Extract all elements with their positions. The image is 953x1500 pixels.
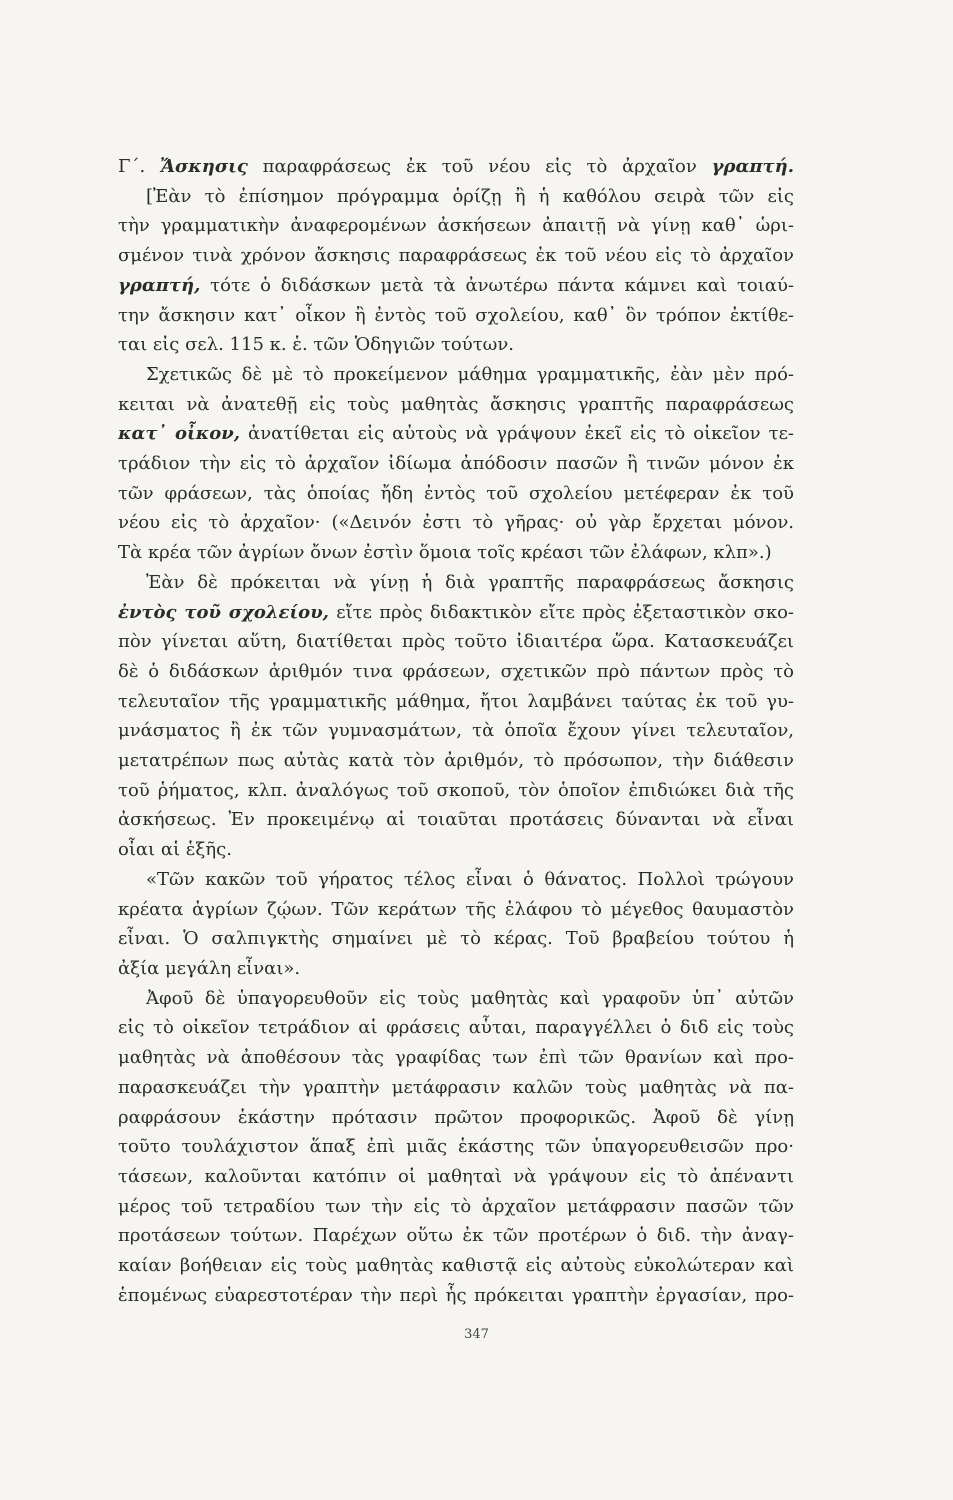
text-line: τῶν φράσεων, τὰς ὁποίας ἤδη ἐντὸς τοῦ σχολείου μετέφεραν ἐκ τοῦ: [118, 482, 794, 504]
text-line: τοῦ ῥήματος, κλπ. ἀναλόγως τοῦ σκοποῦ, τὸν ὁποῖον ἐπιδιώκει διὰ τῆς: [118, 779, 794, 801]
text-line: ἑπομένως εὐαρεστοτέραν τὴν περὶ ἧς πρόκειται γραπτὴν ἐργασίαν, προ-: [118, 1284, 794, 1306]
text-line: μέρος τοῦ τετραδίου των τὴν εἰς τὸ ἀρχαῖον μετάφρασιν πασῶν τῶν: [118, 1195, 794, 1217]
text-line: οἷαι αἱ ἑξῆς.: [118, 839, 232, 861]
line-text: εἴτε πρὸς διδακτικὸν εἴτε πρὸς ἐξεταστικὸν σκο-: [328, 601, 794, 623]
text-line: Ἐὰν δὲ πρόκειται νὰ γίνῃ ἡ διὰ γραπτῆς παραφράσεως ἄσκησις: [146, 571, 794, 593]
text-line: τελευταῖον τῆς γραμματικῆς μάθημα, ἤτοι λαμβάνει ταύτας ἐκ τοῦ γυ-: [118, 690, 794, 712]
text-line: ἀσκήσεως. Ἐν προκειμένῳ αἱ τοιαῦται προτάσεις δύνανται νὰ εἶναι: [118, 809, 794, 831]
text-line: Τὰ κρέα τῶν ἀγρίων ὄνων ἐστὶν ὅμοια τοῖς κρέασι τῶν ἐλάφων, κλπ».): [118, 542, 772, 564]
text-line: παρασκευάζει τὴν γραπτὴν μετάφρασιν καλῶν τοὺς μαθητὰς νὰ πα-: [118, 1076, 794, 1098]
text-line: Σχετικῶς δὲ μὲ τὸ προκείμενον μάθημα γραμματικῆς, ἐὰν μὲν πρό-: [146, 363, 794, 385]
text-line: εἶναι. Ὁ σαλπιγκτὴς σημαίνει μὲ τὸ κέρας. Τοῦ βραβείου τούτου ἡ: [118, 928, 794, 950]
text-line: Ἀφοῦ δὲ ὑπαγορευθοῦν εἰς τοὺς μαθητὰς καὶ γραφοῦν ὑπ᾽ αὐτῶν: [146, 987, 794, 1009]
text-line: μνάσματος ἢ ἐκ τῶν γυμνασμάτων, τὰ ὁποῖα ἔχουν γίνει τελευταῖον,: [118, 720, 794, 742]
text-line: μαθητὰς νὰ ἀποθέσουν τὰς γραφίδας των ἐπὶ τῶν θρανίων καὶ προ-: [118, 1047, 794, 1069]
text-line: ται εἰς σελ. 115 κ. ἑ. τῶν Ὁδηγιῶν τούτων.: [118, 334, 514, 356]
text-line: σμένον τινὰ χρόνον ἄσκησις παραφράσεως ἐκ τοῦ νέου εἰς τὸ ἀρχαῖον: [118, 245, 794, 267]
text-line: τὴν γραμματικὴν ἀναφερομένων ἀσκήσεων ἀπαιτῇ νὰ γίνῃ καθ᾽ ὡρι-: [118, 215, 794, 237]
text-line: προτάσεων τούτων. Παρέχων οὕτω ἐκ τῶν προτέρων ὁ διδ. τὴν ἀναγ-: [118, 1225, 794, 1247]
text-line: [118, 598, 794, 628]
text-line: καίαν βοήθειαν εἰς τοὺς μαθητὰς καθιστᾷ εἰς αὐτοὺς εὐκολώτεραν καὶ: [118, 1255, 794, 1277]
section-title-emphasis: Ἄσκησις: [160, 156, 248, 177]
text-line: μετατρέπων πως αὐτὰς κατὰ τὸν ἀριθμόν, τὸ πρόσωπον, τὴν διάθεσιν: [118, 750, 794, 772]
text-line: ἀξία μεγάλη εἶναι».: [118, 957, 301, 979]
text-line: [118, 271, 794, 301]
text-line: τάσεων, καλοῦνται κατόπιν οἱ μαθηταὶ νὰ γράψουν εἰς τὸ ἀπέναντι: [118, 1165, 794, 1187]
section-title-text: παραφράσεως ἐκ τοῦ νέου εἰς τὸ ἀρχαῖον: [247, 156, 712, 177]
text-line: εἰς τὸ οἰκεῖον τετράδιον αἱ φράσεις αὗται, παραγγέλλει ὁ διδ εἰς τοὺς: [118, 1017, 794, 1039]
body-text: [118, 152, 794, 1310]
line-text: ἀνατίθεται εἰς αὐτοὺς νὰ γράψουν ἐκεῖ εἰς τὸ οἰκεῖον τε-: [240, 423, 794, 445]
text-line: [Ἐὰν τὸ ἐπίσημον πρόγραμμα ὁρίζῃ ἢ ἡ καθόλου σειρὰ τῶν εἰς: [146, 185, 794, 207]
text-line: την ἄσκησιν κατ᾽ οἶκον ἢ ἐντὸς τοῦ σχολείου, καθ᾽ ὃν τρόπον ἐκτίθε-: [118, 304, 794, 326]
emphasis-text: γραπτή,: [118, 274, 201, 296]
text-line: τοῦτο τουλάχιστον ἅπαξ ἐπὶ μιᾶς ἑκάστης τῶν ὑπαγορευθεισῶν προ·: [118, 1136, 794, 1158]
text-line: ραφράσουν ἑκάστην πρότασιν πρῶτον προφορικῶς. Ἀφοῦ δὲ γίνῃ: [118, 1106, 794, 1128]
line-text: τότε ὁ διδάσκων μετὰ τὰ ἀνωτέρω πάντα κάμνει καὶ τοιαύ-: [200, 274, 794, 296]
text-line: κρέατα ἀγρίων ζῴων. Τῶν κεράτων τῆς ἐλάφου τὸ μέγεθος θαυμαστὸν: [118, 898, 794, 920]
emphasis-text: κατ᾽ οἶκον,: [118, 423, 241, 445]
text-line: δὲ ὁ διδάσκων ἀριθμόν τινα φράσεων, σχετικῶν πρὸ πάντων πρὸς τὸ: [118, 660, 794, 682]
section-number: Γ΄.: [118, 156, 161, 177]
text-line: νέου εἰς τὸ ἀρχαῖον· («Δεινόν ἐστι τὸ γῆρας· οὐ γὰρ ἔρχεται μόνον.: [118, 512, 794, 534]
emphasis-text: ἐντὸς τοῦ σχολείου,: [118, 601, 329, 623]
section-title-emphasis-end: γραπτή.: [711, 156, 794, 177]
text-line: «Τῶν κακῶν τοῦ γήρατος τέλος εἶναι ὁ θάνατος. Πολλοὶ τρώγουν: [146, 868, 794, 890]
page-number: 347: [464, 1327, 489, 1342]
text-line: [118, 419, 794, 449]
text-line: κειται νὰ ἀνατεθῇ εἰς τοὺς μαθητὰς ἄσκησις γραπτῆς παραφράσεως: [118, 393, 794, 415]
heading-line: [118, 152, 794, 182]
text-line: τράδιον τὴν εἰς τὸ ἀρχαῖον ἰδίωμα ἀπόδοσιν πασῶν ἢ τινῶν μόνον ἐκ: [118, 453, 794, 475]
text-line: πὸν γίνεται αὕτη, διατίθεται πρὸς τοῦτο ἰδιαιτέρα ὥρα. Κατασκευάζει: [118, 631, 794, 653]
